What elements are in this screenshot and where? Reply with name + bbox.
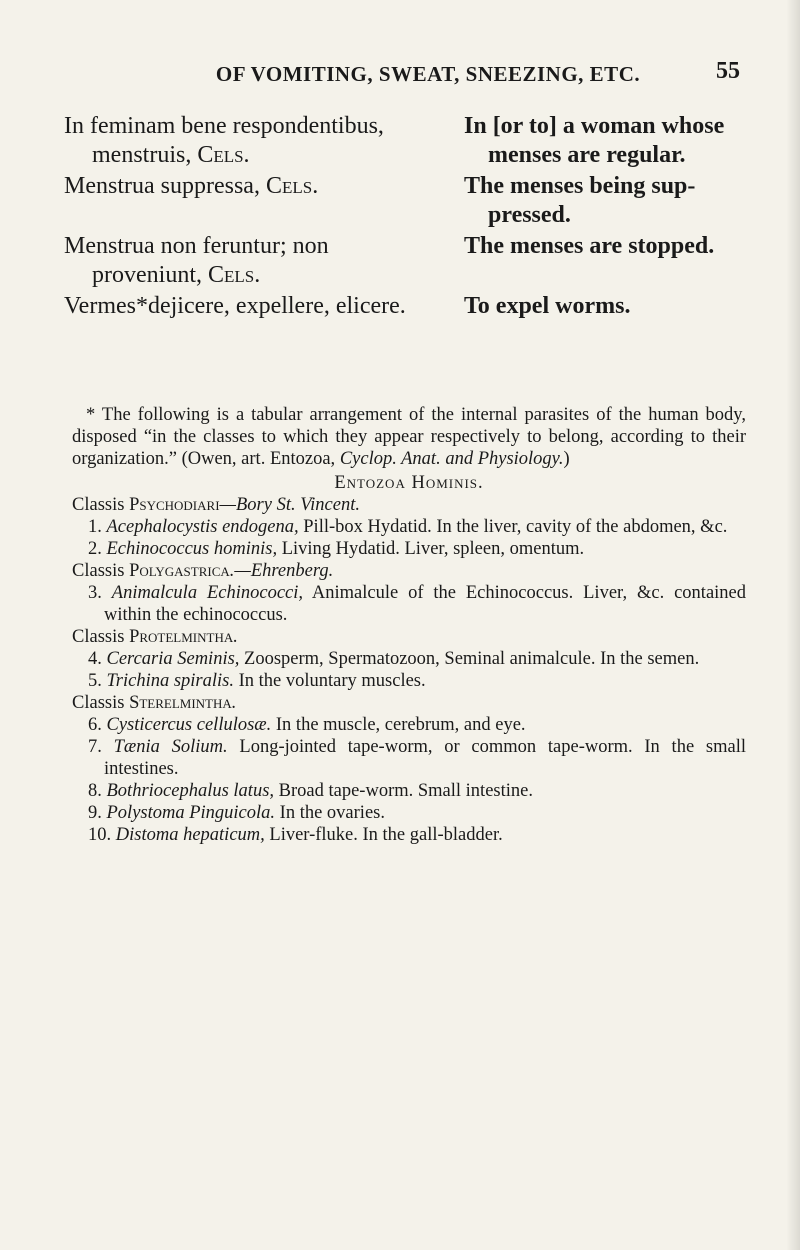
entry-number: 9.	[88, 803, 107, 823]
parasite-entry	[72, 582, 746, 626]
entry-description: Liver-fluke. In the gall-bladder.	[264, 825, 503, 845]
entry-description: Animalcule of the Echinococcus. Liver, &c. contained within the echinococcus.	[104, 583, 747, 625]
entry-number: 1.	[88, 517, 107, 537]
classis-name: Polygastrica	[129, 561, 230, 581]
classis-authority: .	[233, 627, 238, 647]
entry-description: Pill-box Hydatid. In the liver, cavity of the abdomen, &c.	[298, 517, 728, 537]
species-name: Cysticercus cellulosæ.	[106, 715, 272, 735]
english-translation: To expel worms.	[464, 293, 631, 319]
footnote-reference: Cyclop. Anat. and Physiology.	[339, 449, 564, 469]
latin-phrase	[64, 172, 442, 232]
latin-text: Menstrua suppressa,	[64, 173, 266, 199]
parasite-classes	[72, 494, 746, 846]
entry-number: 4.	[88, 649, 107, 669]
entry-description: In the muscle, cerebrum, and eye.	[271, 715, 526, 735]
classis-heading	[72, 494, 746, 516]
author-abbrev: Cels.	[207, 262, 261, 288]
species-name: Echinococcus hominis,	[106, 539, 278, 559]
parasite-entry	[72, 538, 746, 560]
parasite-entry	[72, 824, 746, 846]
footnote	[72, 404, 746, 846]
entry-number: 7.	[88, 737, 114, 757]
entry-number: 10.	[88, 825, 116, 845]
entry-description: In the voluntary muscles.	[233, 671, 426, 691]
latin-phrase	[64, 112, 442, 172]
species-name: Trichina spiralis.	[106, 671, 234, 691]
entry-description: Broad tape-worm. Small intestine.	[274, 781, 533, 801]
entry-number: 3.	[88, 583, 112, 603]
entry-number: 5.	[88, 671, 107, 691]
species-name: Polystoma Pinguicola.	[106, 803, 276, 823]
latin-text: In feminam bene respondentibus, menstruis,	[64, 113, 384, 168]
parasite-entry	[72, 714, 746, 736]
species-name: Tænia Solium.	[113, 737, 228, 757]
english-translation: The menses being suppressed.	[464, 173, 696, 228]
latin-text: Menstrua non feruntur; non proveniunt,	[64, 233, 329, 288]
footnote-heading: Entozoa Hominis.	[334, 473, 484, 493]
species-name: Animalcula Echinococci,	[111, 583, 304, 603]
classis-heading	[72, 692, 746, 714]
page-edge-shadow	[786, 0, 800, 1250]
english-translation: In [or to] a woman whose menses are regular.	[464, 113, 725, 168]
parasite-entry	[72, 516, 746, 538]
latin-english-glossary	[64, 112, 754, 323]
glossary-body	[64, 112, 754, 323]
classis-heading	[72, 560, 746, 582]
species-name: Cercaria Seminis,	[106, 649, 240, 669]
classis-name: Sterelmintha	[129, 693, 232, 713]
english-translation: The menses are stopped.	[464, 233, 715, 259]
classis-label: Classis	[72, 627, 130, 647]
entry-description: Zoosperm, Spermatozoon, Seminal animalcule. In the semen.	[239, 649, 700, 669]
parasite-entry	[72, 736, 746, 780]
entry-number: 8.	[88, 781, 107, 801]
author-abbrev: Cels.	[197, 142, 250, 168]
parasite-entry	[72, 802, 746, 824]
running-head: OF VOMITING, SWEAT, SNEEZING, ETC.	[215, 62, 641, 86]
entry-description: Living Hydatid. Liver, spleen, omentum.	[277, 539, 585, 559]
classis-heading	[72, 626, 746, 648]
glossary-row	[64, 292, 754, 323]
parasite-entry	[72, 780, 746, 802]
glossary-row	[64, 172, 754, 232]
classis-authority: —Bory St. Vincent.	[219, 495, 360, 515]
species-name: Acephalocystis endogena,	[106, 517, 299, 537]
entry-description: In the ovaries.	[275, 803, 385, 823]
entry-number: 2.	[88, 539, 107, 559]
species-name: Bothriocephalus latus,	[106, 781, 275, 801]
page-number: 55	[716, 58, 740, 84]
classis-label: Classis	[72, 561, 130, 581]
classis-name: Protelmintha	[129, 627, 234, 647]
footnote-intro-end: )	[563, 449, 570, 469]
classis-authority: .—Ehrenberg.	[229, 561, 334, 581]
author-abbrev: Cels.	[265, 173, 319, 199]
latin-phrase	[64, 232, 442, 292]
glossary-row	[64, 232, 754, 292]
glossary-row	[64, 112, 754, 172]
parasite-entry	[72, 670, 746, 692]
footnote-intro	[72, 404, 746, 470]
classis-label: Classis	[72, 495, 130, 515]
latin-text: Vermes*dejicere, expellere, elicere.	[64, 293, 406, 319]
species-name: Distoma hepaticum,	[115, 825, 265, 845]
classis-name: Psychodiari	[129, 495, 220, 515]
parasite-entry	[72, 648, 746, 670]
classis-label: Classis	[72, 693, 130, 713]
footnote-intro-text: * The following is a tabular arrangement of the internal parasites of the human body, disposed “in the classes to which they appear respectively to belong, according to their organization.” (Owen, art. Entozoa,	[72, 405, 746, 469]
classis-authority: .	[231, 693, 237, 713]
latin-phrase	[64, 292, 442, 323]
entry-number: 6.	[88, 715, 107, 735]
entry-description: Long-jointed tape-worm, or common tape-worm. In the small intestines.	[104, 737, 746, 779]
